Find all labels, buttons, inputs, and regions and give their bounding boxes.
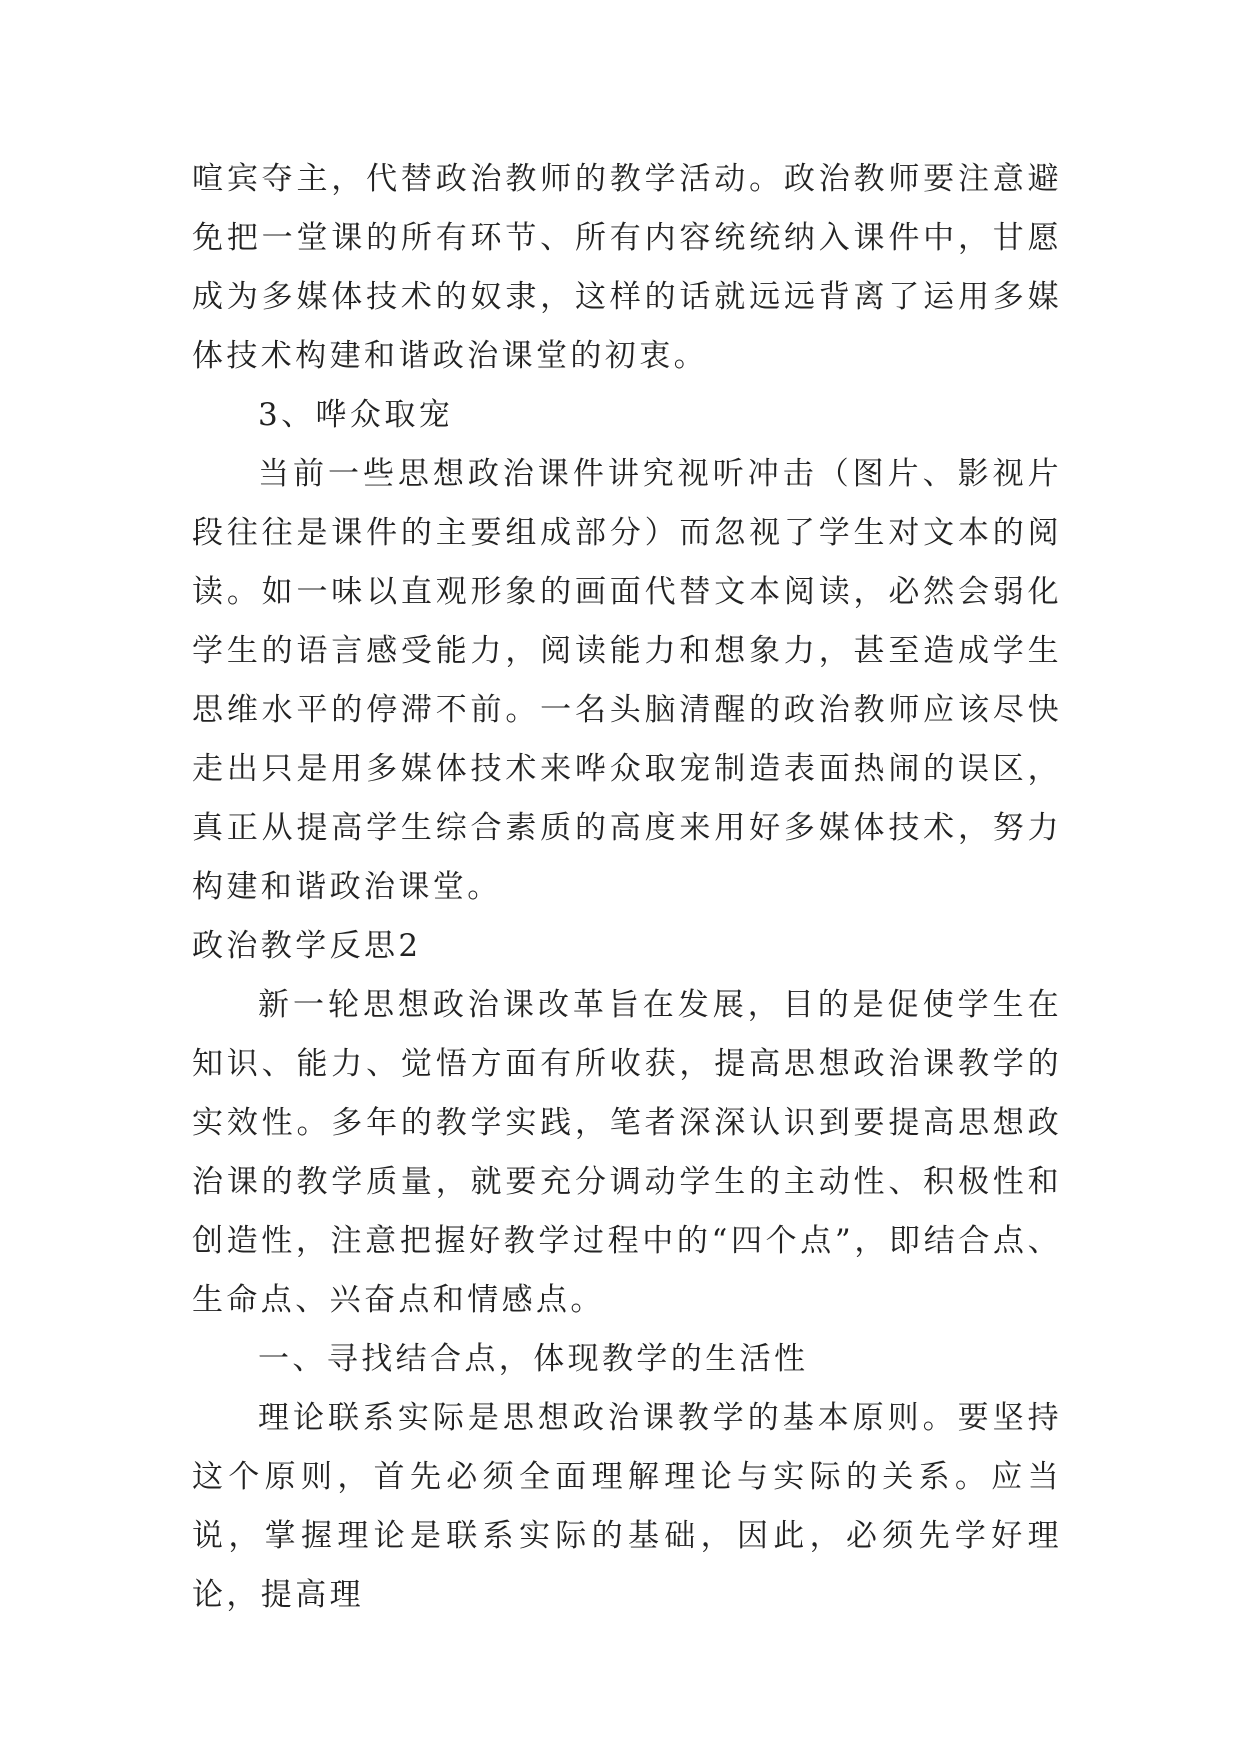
section-heading-3: 3、哗众取宠 <box>258 397 454 433</box>
document-page <box>192 150 1062 1625</box>
paragraph-body: 当前一些思想政治课件讲究视听冲击（图片、影视片段往往是课件的主要组成部分）而忽视了学生对文本的阅读。如一味以直观形象的画面代替文本阅读，必然会弱化学生的语言感受能力，阅读能力和想象力，甚至造成学生思维水平的停滞不前。一名头脑清醒的政治教师应该尽快走出只是用多媒体技术来哗众取宠制造表面热闹的误区，真正从提高学生综合素质的高度来用好多媒体技术，努力构建和谐政治课堂。 <box>192 456 1062 905</box>
paragraph-continuation: 喧宾夺主，代替政治教师的教学活动。政治教师要注意避免把一堂课的所有环节、所有内容统统纳入课件中，甘愿成为多媒体技术的奴隶，这样的话就远远背离了运用多媒体技术构建和谐政治课堂的初衷。 <box>192 161 1062 374</box>
paragraph-intro: 新一轮思想政治课改革旨在发展，目的是促使学生在知识、能力、觉悟方面有所收获，提高思想政治课教学的实效性。多年的教学实践，笔者深深认识到要提高思想政治课的教学质量，就要充分调动学生的主动性、积极性和创造性，注意把握好教学过程中的“四个点”，即结合点、生命点、兴奋点和情感点。 <box>192 987 1062 1318</box>
article-title: 政治教学反思2 <box>192 928 422 964</box>
section-heading-1: 一、寻找结合点，体现教学的生活性 <box>258 1341 809 1377</box>
paragraph-body-2: 理论联系实际是思想政治课教学的基本原则。要坚持这个原则，首先必须全面理解理论与实际的关系。应当说，掌握理论是联系实际的基础，因此，必须先学好理论，提高理 <box>192 1400 1062 1613</box>
